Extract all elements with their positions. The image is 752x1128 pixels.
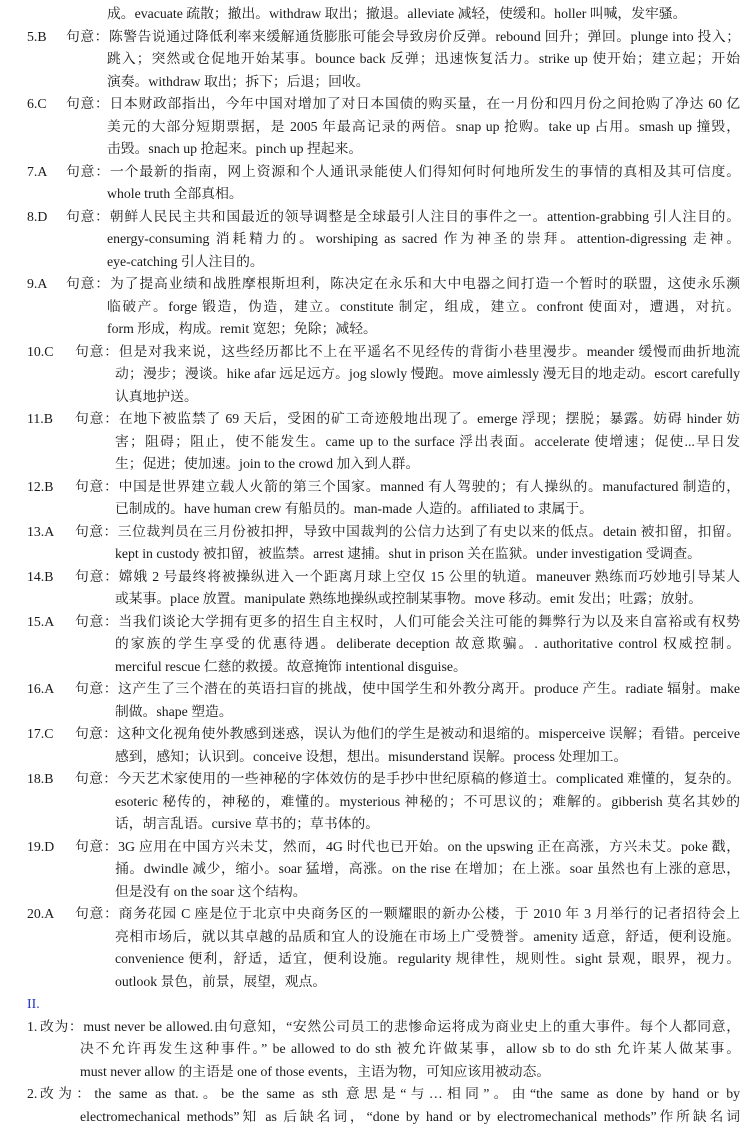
- answer-line: 动；漫步；漫谈。hike afar 远足远方。jog slowly 慢跑。move aimlessly 漫无目的地走动。escort carefully: [0, 363, 740, 386]
- answer-line: 但是没有 on the soar 这个结构。: [0, 881, 740, 904]
- continued-line: 成。evacuate 疏散；撤出。withdraw 取出；撤退。alleviate 减轻，使缓和。holler 叫喊，发牢骚。: [0, 3, 740, 26]
- answer-line: 认真地护送。: [0, 386, 740, 409]
- answer-line: 改为：must never be allowed.由句意知，“安然公司员工的悲惨命运将成为商业史上的重大事件。每个人都同意，: [0, 1016, 740, 1039]
- answer-line: esoteric 秘传的，神秘的，难懂的。mysterious 神秘的；不可思议的；难解的。gibberish 莫名其妙的: [0, 791, 740, 814]
- answer-item: [0, 723, 752, 768]
- answer-line: 句意：陈警告说通过降低利率来缓解通货膨胀可能会导致房价反弹。rebound 回升；弹回。plunge into 投入；: [0, 26, 740, 49]
- answer-line: 句意：这种文化视角使外教感到迷惑，误认为他们的学生是被动和退缩的。misperceive 误解；看错。perceive: [0, 723, 740, 746]
- answer-line: 句意：商务花园 C 座是位于北京中央商务区的一颗耀眼的新办公楼，于 2010 年 3 月举行的记者招待会上: [0, 903, 740, 926]
- answer-label: 8.D: [27, 206, 47, 229]
- answer-line: 击毁。snach up 抢起来。pinch up 捏起来。: [0, 138, 740, 161]
- answer-item: [0, 678, 752, 723]
- answer-line: 决不允许再发生这种事件。” be allowed to do sth 被允许做某事，allow sb to do sth 允许某人做某事。: [0, 1038, 740, 1061]
- answer-line: 句意：但是对我来说，这些经历都比不上在平遥名不见经传的背街小巷里漫步。meander 缓慢而曲折地流: [0, 341, 740, 364]
- answer-line: 句意：为了提高业绩和战胜摩根斯坦利，陈决定在永乐和大中电器之间打造一个暂时的联盟，这使永乐濒: [0, 273, 740, 296]
- answer-label: 9.A: [27, 273, 47, 296]
- answer-line: 害；阻碍；阻止，使不能发生。came up to the surface 浮出表面。accelerate 使增速；促使...早日发: [0, 431, 740, 454]
- answer-line: 句意：3G 应用在中国方兴未艾，然而，4G 时代也已开始。on the upswing 正在高涨，方兴未艾。poke 戳，: [0, 836, 740, 859]
- answer-line: 已制成的。have human crew 有船员的。man-made 人造的。affiliated to 隶属于。: [0, 498, 740, 521]
- answer-item: [0, 903, 752, 993]
- answer-line: 临破产。forge 锻造，伪造，建立。constitute 制定，组成，建立。confront 使面对，遭遇，对抗。: [0, 296, 740, 319]
- answer-line: 句意：嫦娥 2 号最终将被操纵进入一个距离月球上空仅 15 公里的轨道。maneuver 熟练而巧妙地引导某人: [0, 566, 740, 589]
- answer-line: 制做。shape 塑造。: [0, 701, 740, 724]
- answer-label: 5.B: [27, 26, 47, 49]
- answer-line: 句意：日本财政部指出，今年中国对增加了对日本国债的购买量，在一月份和四月份之间抢购了净达 60 亿: [0, 93, 740, 116]
- part-1-answers: [0, 26, 752, 994]
- answer-label: 17.C: [27, 723, 53, 746]
- answer-line: kept in custody 被扣留，被监禁。arrest 逮捕。shut in prison 关在监狱。under investigation 受调查。: [0, 543, 740, 566]
- answer-line: energy-consuming 消耗精力的。worshiping as sacred 作为神圣的崇拜。attention-digressing 走神。: [0, 228, 740, 251]
- answer-label: 18.B: [27, 768, 53, 791]
- section-2-heading: II.: [0, 993, 752, 1016]
- answer-label: 19.D: [27, 836, 54, 859]
- answer-label: 10.C: [27, 341, 53, 364]
- answer-line: 演奏。withdraw 取出；拆下；后退；回收。: [0, 71, 740, 94]
- part-2-answers: [0, 1016, 752, 1128]
- answer-line: 亮相市场后，就以其卓越的品质和宜人的设施在市场上广受赞誉。amenity 适意，舒适，便利设施。: [0, 926, 740, 949]
- answer-item: [0, 1083, 752, 1128]
- answer-line: 句意：在地下被监禁了 69 天后，受困的矿工奇迹般地出现了。emerge 浮现；摆脱；暴露。妨碍 hinder 妨: [0, 408, 740, 431]
- answer-line: form 形成，构成。remit 宽恕；免除；减轻。: [0, 318, 740, 341]
- answer-line: merciful rescue 仁慈的救援。故意掩饰 intentional disguise。: [0, 656, 740, 679]
- answer-line: whole truth 全部真相。: [0, 183, 740, 206]
- answer-item: [0, 206, 752, 274]
- answer-line: 句意：今天艺术家使用的一些神秘的字体效仿的是手抄中世纪原稿的修道士。complicated 难懂的，复杂的。: [0, 768, 740, 791]
- answer-line: convenience 便利，舒适，适宜，便利设施。regularity 规律性，规则性。sight 景观，眼界，视力。: [0, 948, 740, 971]
- answer-line: 的家族的学生享受的优惠待遇。deliberate deception 故意欺骗。. authoritative control 权威控制。: [0, 633, 740, 656]
- answer-line: 句意：一个最新的指南，网上资源和个人通讯录能使人们得知何时何地所发生的事情的真相及其可信度。: [0, 161, 740, 184]
- answer-label: 11.B: [27, 408, 53, 431]
- answer-item: [0, 161, 752, 206]
- answer-item: [0, 26, 752, 94]
- answer-line: 跳入；突然或仓促地开始某事。bounce back 反弹；迅速恢复活力。strike up 使开始；建立起；开始: [0, 48, 740, 71]
- answer-item: [0, 768, 752, 836]
- answer-item: [0, 611, 752, 679]
- answer-line: 句意：三位裁判员在三月份被扣押，导致中国裁判的公信力达到了有史以来的低点。detain 被扣留，扣留。: [0, 521, 740, 544]
- answer-label: 15.A: [27, 611, 54, 634]
- answer-label: 14.B: [27, 566, 53, 589]
- answer-line: 或某事。place 放置。manipulate 熟练地操纵或控制某事物。move 移动。emit 发出；吐露；放射。: [0, 588, 740, 611]
- answer-line: 话，胡言乱语。cursive 草书的；草书体的。: [0, 813, 740, 836]
- answer-line: 生；促进；使加速。join to the crowd 加入到人群。: [0, 453, 740, 476]
- answer-label: 13.A: [27, 521, 54, 544]
- answer-label: 1.: [27, 1016, 37, 1039]
- answer-line: outlook 景色，前景，展望，观点。: [0, 971, 740, 994]
- answer-line: 美元的大部分短期票据，是 2005 年最高记录的两倍。snap up 抢购。take up 占用。smash up 撞毁，: [0, 116, 740, 139]
- answer-item: [0, 476, 752, 521]
- answer-line: 句意：当我们谈论大学拥有更多的招生自主权时，人们可能会关注可能的舞弊行为以及来自富裕或有权势: [0, 611, 740, 634]
- answer-item: [0, 341, 752, 409]
- answer-label: 16.A: [27, 678, 54, 701]
- answer-line: must never allow 的主语是 one of those events，主语为物，可知应该用被动态。: [0, 1061, 740, 1084]
- answer-line: eye-catching 引人注目的。: [0, 251, 740, 274]
- answer-key-document: [0, 3, 752, 1128]
- answer-item: [0, 408, 752, 476]
- answer-item: [0, 836, 752, 904]
- answer-item: [0, 521, 752, 566]
- answer-label: 6.C: [27, 93, 47, 116]
- answer-line: electromechanical methods”知 as 后缺名词，“done by hand or by electromechanical methods”作所缺名词: [0, 1106, 740, 1128]
- answer-line: 改为：the same as that.。be the same as sth 意思是“与…相同”。由“the same as done by hand or by: [0, 1083, 740, 1106]
- answer-line: 句意：中国是世界建立载人火箭的第三个国家。manned 有人驾驶的；有人操纵的。manufactured 制造的，: [0, 476, 740, 499]
- answer-line: 句意：朝鲜人民民主共和国最近的领导调整是全球最引人注目的事件之一。attention-grabbing 引人注目的。: [0, 206, 740, 229]
- answer-item: [0, 566, 752, 611]
- answer-label: 12.B: [27, 476, 53, 499]
- answer-label: 7.A: [27, 161, 47, 184]
- answer-line: 句意：这产生了三个潜在的英语扫盲的挑战，使中国学生和外教分离开。produce 产生。radiate 辐射。make: [0, 678, 740, 701]
- answer-line: 捅。dwindle 减少，缩小。soar 猛增，高涨。on the rise 在增加；在上涨。soar 虽然也有上涨的意思，: [0, 858, 740, 881]
- answer-item: [0, 273, 752, 341]
- answer-label: 20.A: [27, 903, 54, 926]
- answer-item: [0, 1016, 752, 1084]
- answer-label: 2.: [27, 1083, 37, 1106]
- answer-line: 感到，感知；认识到。conceive 设想，想出。misunderstand 误解。process 处理加工。: [0, 746, 740, 769]
- answer-item: [0, 93, 752, 161]
